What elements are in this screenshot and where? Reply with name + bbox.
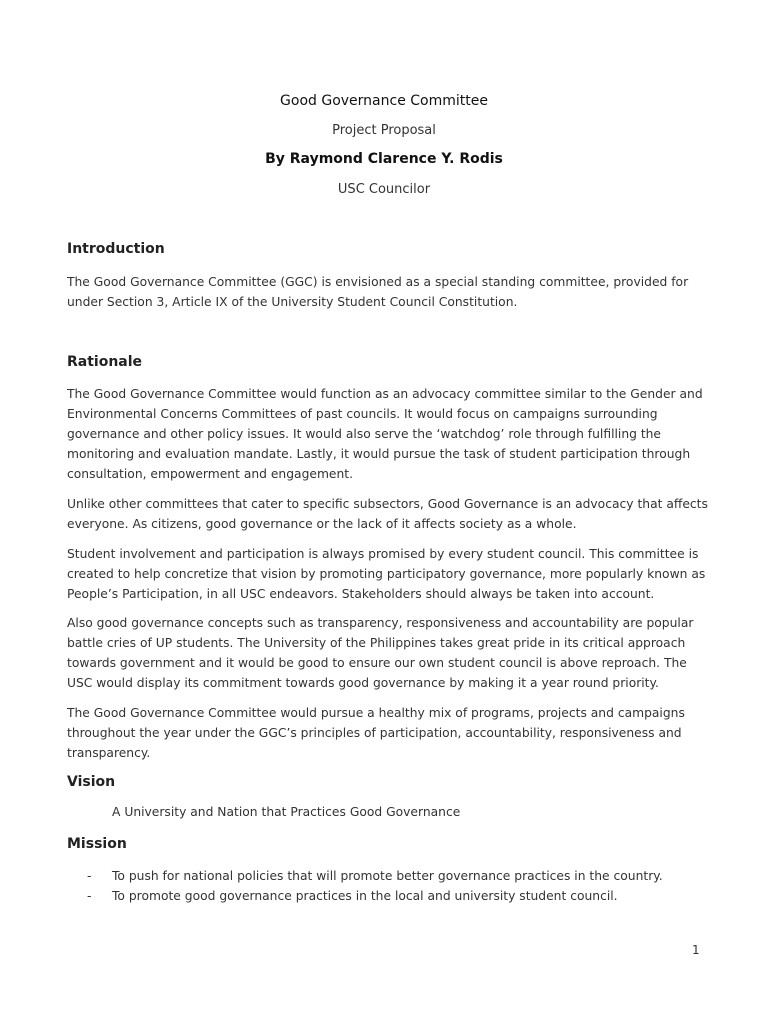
text-line: Also good governance concepts such as transparency, responsiveness and accountability are popular	[67, 616, 694, 630]
text-line: People’s Participation, in all USC endeavors. Stakeholders should always be taken into account.	[67, 587, 655, 601]
vision-statement: A University and Nation that Practices Good Governance	[112, 805, 461, 819]
text-line: under Section 3, Article IX of the University Student Council Constitution.	[67, 295, 518, 309]
document-title: Good Governance Committee	[280, 93, 488, 109]
text-line: towards government and it would be good to ensure our own student council is above reproach. The	[67, 656, 687, 670]
text-line: Student involvement and participation is always promised by every student council. This committee is	[67, 547, 699, 561]
text-line: transparency.	[67, 746, 151, 760]
text-line: The Good Governance Committee (GGC) is envisioned as a special standing committee, provided for	[67, 275, 689, 289]
text-line: USC would display its commitment towards good governance by making it a year round priority.	[67, 676, 659, 690]
introduction-heading: Introduction	[67, 241, 165, 257]
text-line: created to help concretize that vision by promoting participatory governance, more popularly known as	[67, 567, 706, 581]
introduction-paragraph	[67, 272, 717, 312]
author-line: By Raymond Clarence Y. Rodis	[265, 151, 503, 167]
rationale-heading: Rationale	[67, 354, 143, 370]
mission-heading: Mission	[67, 836, 127, 852]
page-number: 1	[692, 943, 700, 957]
text-line: battle cries of UP students. The University of the Philippines takes great pride in its critical approach	[67, 636, 686, 650]
text-line: everyone. As citizens, good governance or the lack of it affects society as a whole.	[67, 517, 577, 531]
dash-bullet: -	[87, 889, 92, 903]
mission-item-text: To push for national policies that will promote better governance practices in the country.	[112, 869, 663, 883]
rationale-paragraph-4	[67, 613, 717, 693]
rationale-paragraph-1	[67, 384, 717, 484]
document-subtitle: Project Proposal	[332, 123, 436, 138]
text-line: throughout the year under the GGC’s principles of participation, accountability, responsiveness and	[67, 726, 682, 740]
mission-item-text: To promote good governance practices in the local and university student council.	[112, 889, 618, 903]
text-line: Unlike other committees that cater to specific subsectors, Good Governance is an advocacy that affects	[67, 497, 708, 511]
author-role: USC Councilor	[337, 182, 431, 197]
text-line: The Good Governance Committee would function as an advocacy committee similar to the Gender and	[67, 387, 703, 401]
text-line: The Good Governance Committee would pursue a healthy mix of programs, projects and campaigns	[67, 706, 685, 720]
text-line: Environmental Concerns Committees of past councils. It would focus on campaigns surrounding	[67, 407, 658, 421]
vision-heading: Vision	[67, 774, 116, 790]
rationale-paragraph-2	[67, 494, 717, 534]
text-line: monitoring and evaluation mandate. Lastly, it would pursue the task of student participation through	[67, 447, 691, 461]
text-line: governance and other policy issues. It would also serve the ‘watchdog’ role through fulfilling the	[67, 427, 662, 441]
text-line: consultation, empowerment and engagement.	[67, 467, 354, 481]
dash-bullet: -	[87, 869, 92, 883]
rationale-paragraph-5	[67, 703, 717, 763]
rationale-paragraph-3	[67, 544, 717, 604]
